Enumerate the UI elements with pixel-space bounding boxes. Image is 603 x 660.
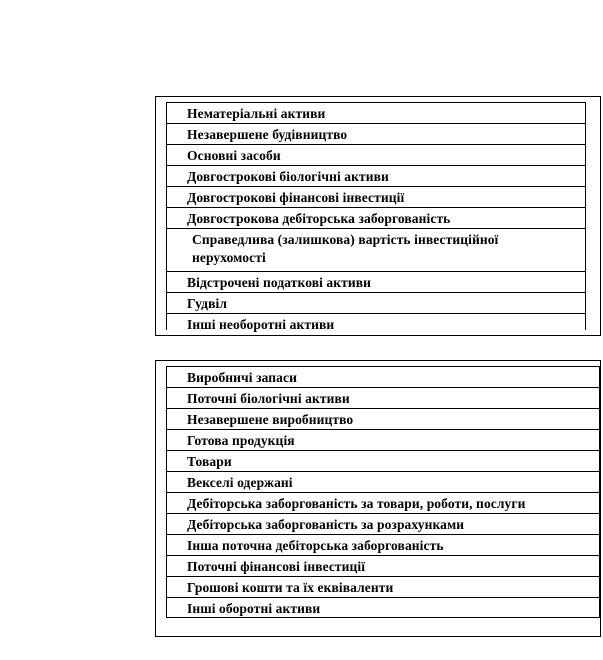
list-item: Незавершене виробництво [167,408,600,429]
list-item: Основні засоби [167,144,586,165]
list-item: Дебіторська заборгованість за товари, роботи, послуги [167,492,600,513]
list-item: Гудвіл [167,292,586,313]
list-item: Довгострокові фінансові інвестиції [167,186,586,207]
list-item: Товари [167,450,600,471]
list-item: Грошові кошти та їх еквіваленти [167,576,600,597]
list-item: Нематеріальні активи [167,102,586,123]
current-assets-list [166,366,600,618]
list-item: Незавершене будівництво [167,123,586,144]
list-item: Справедлива (залишкова) вартість інвестиційної нерухомості [167,228,586,271]
list-item: Довгострокові біологічні активи [167,165,586,186]
non-current-assets-panel [155,96,601,336]
list-item: Довгострокова дебіторська заборгованість [167,207,586,228]
list-item: Готова продукція [167,429,600,450]
list-item: Поточні біологічні активи [167,387,600,408]
row-divider [585,313,586,330]
list-item: Інша поточна дебіторська заборгованість [167,534,600,555]
current-assets-panel [155,360,601,637]
list-item: Дебіторська заборгованість за розрахунками [167,513,600,534]
list-item: Інші оборотні активи [167,597,600,618]
list-item: Поточні фінансові інвестиції [167,555,600,576]
list-item: Інші необоротні активи [167,313,586,335]
list-item: Виробничі запаси [167,366,600,387]
list-item: Векселі одержані [167,471,600,492]
list-item: Відстрочені податкові активи [167,271,586,292]
non-current-assets-list [166,102,586,330]
